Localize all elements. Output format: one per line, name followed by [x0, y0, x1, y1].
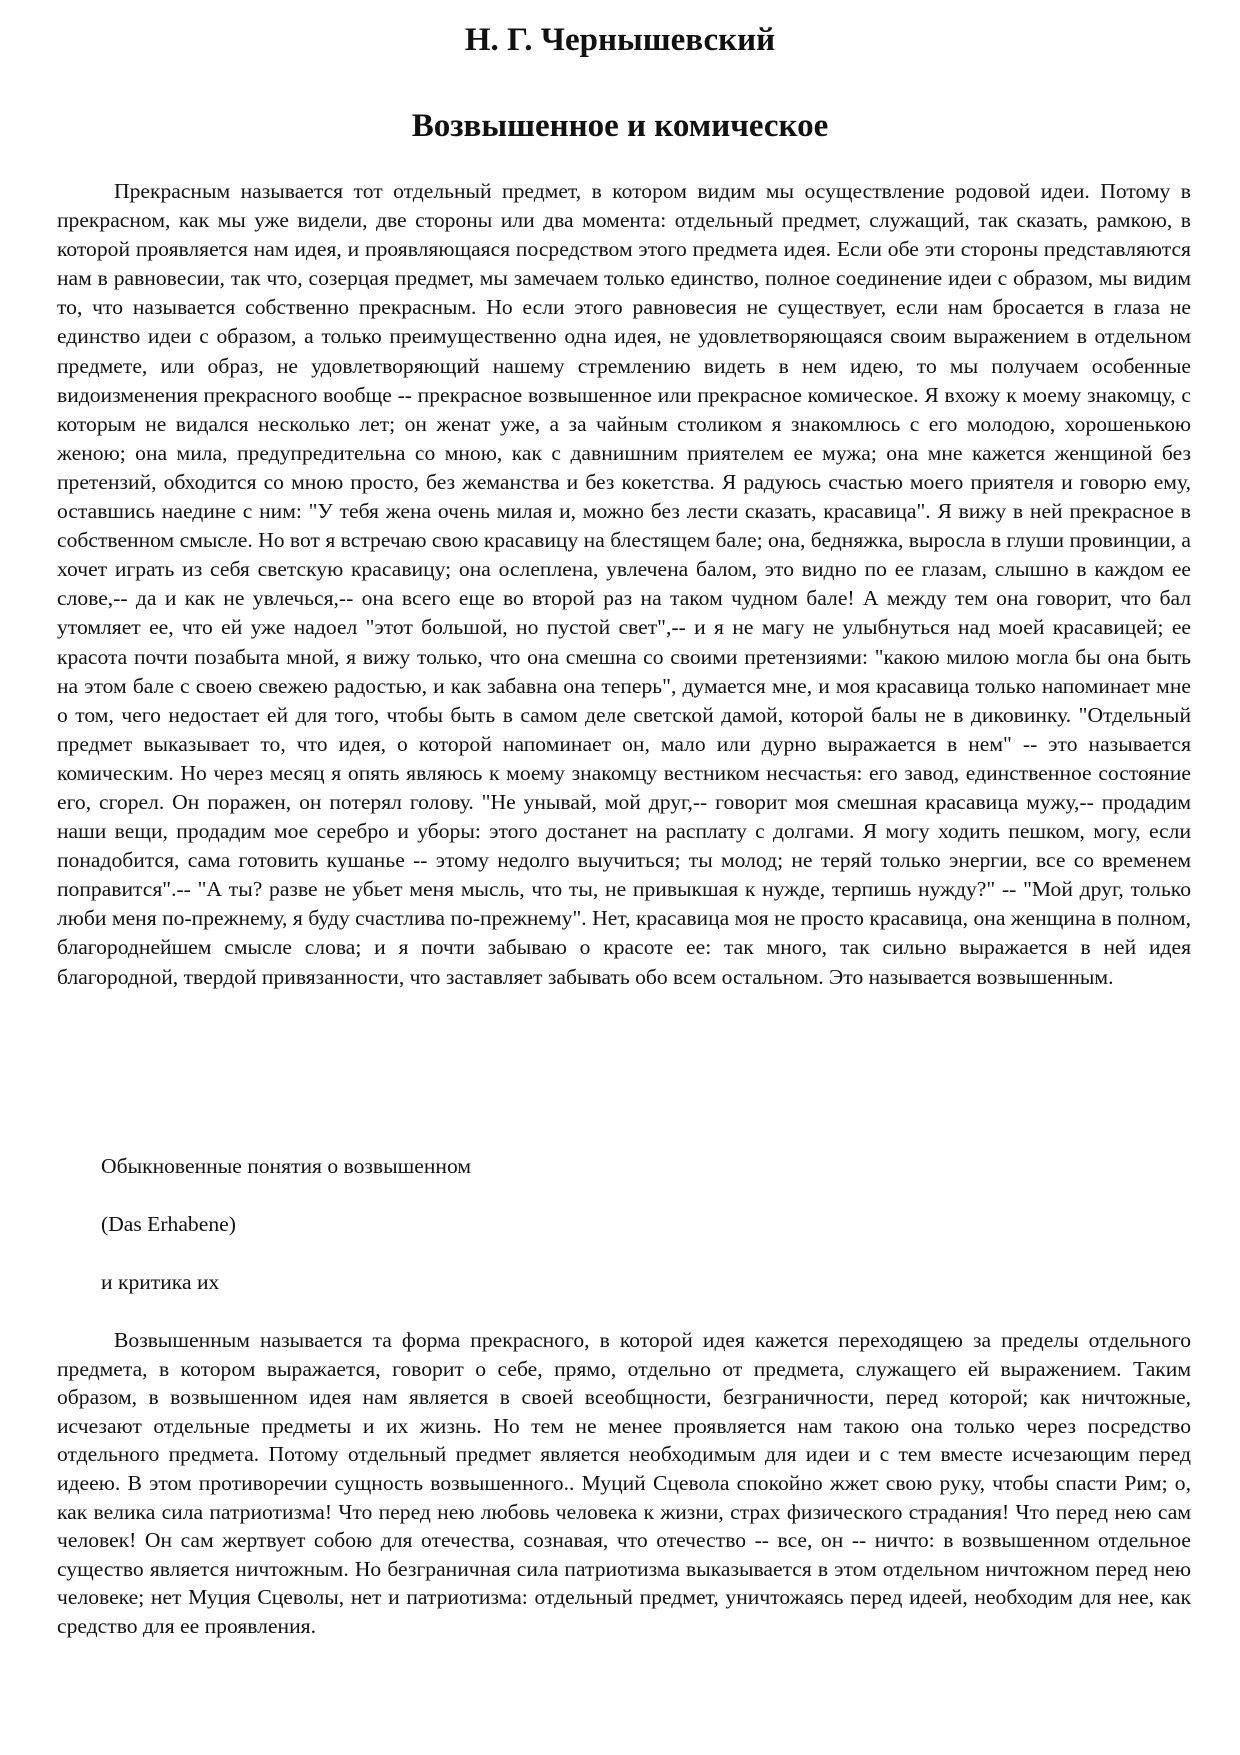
paragraph-2: Возвышенным называется та форма прекрасного, в которой идея кажется переходящею за пределы отдельного предмета, в котором выражается, говорит о себе, прямо, отдельно от предмета, служащего ей выражением. Таким образом, в возвышенном идея нам является в своей всеобщности, безграничности, перед которой; как ничтожные, исчезают отдельные предметы и их жизнь. Но тем не менее проявляется нам такою она только через посредство отдельного предмета. Потому отдельный предмет является необходимым для идеи и с тем вместе исчезающим перед идеею. В этом противоречии сущность возвышенного.. Муций Сцевола спокойно жжет свою руку, чтобы спасти Рим; о, как велика сила патриотизма! Что перед нею любовь человека к жизни, страх физического страдания! Что перед нею сам человек! Он сам жертвует собою для отечества, сознавая, что отечество -- все, он -- ничто: в возвышенном отдельное существо является ничтожным. Но безграничная сила патриотизма выказывается в этом отдельном ничтожном перед нею человеке; нет Муция Сцеволы, нет и патриотизма: отдельный предмет, уничтожаясь перед идеей, необходим для нее, как средство для ее проявления.	[57, 1328, 1191, 1638]
document-title: Возвышенное и комическое	[411, 108, 829, 144]
section-heading-line-3: и критика их	[101, 1270, 220, 1294]
section-heading-line-1: Обыкновенные понятия о возвышенном	[101, 1154, 472, 1178]
section-heading-line-2: (Das Erhabene)	[101, 1212, 236, 1236]
author-name: Н. Г. Чернышевский	[464, 22, 776, 58]
paragraph-1: Прекрасным называется тот отдельный предмет, в котором видим мы осуществление родовой идеи. Потому в прекрасном, как мы уже видели, две стороны или два момента: отдельный предмет, служащий, так сказать, рамкою, в которой проявляется нам идея, и проявляющаяся посредством этого предмета идея. Если обе эти стороны представляются нам в равновесии, так что, созерцая предмет, мы замечаем только единство, полное соединение идеи с образом, мы видим то, что называется собственно прекрасным. Но если этого равновесия не существует, если нам бросается в глаза не единство идеи с образом, а только преимущественно одна идея, не удовлетворяющаяся своим выражением в отдельном предмете, или образ, не удовлетворяющий нашему стремлению видеть в нем идею, то мы получаем особенные видоизменения прекрасного вообще -- прекрасное возвышенное или прекрасное комическое. Я вхожу к моему знакомцу, с которым не видался несколько лет; он женат уже, а за чайным столиком я знакомлюсь с его молодою, хорошенькою женою; она мила, предупредительна со мною, как с давнишним приятелем ее мужа; она мне кажется женщиной без претензий, обходится со мною просто, без жеманства и без кокетства. Я радуюсь счастью моего приятеля и говорю ему, оставшись наедине с ним: "У тебя жена очень милая и, можно без лести сказать, красавица". Я вижу в ней прекрасное в собственном смысле. Но вот я встречаю свою красавицу на блестящем бале; она, бедняжка, выросла в глуши провинции, а хочет играть из себя светскую красавицу; она ослеплена, увлечена балом, это видно по ее глазам, слышно в каждом ее слове,-- да и как не увлечься,-- она всего еще во второй раз на таком чудном бале! А между тем она говорит, что бал утомляет ее, что ей уже надоел "этот большой, но пустой свет",-- и я не магу не улыбнуться над моей красавицей; ее красота почти позабыта мной, я вижу только, что она смешна со своими претензиями: "какою милою могла бы она быть на этом бале с своею свежею радостью, и как забавна она теперь", думается мне, и моя красавица только напоминает мне о том, чего недостает ей для того, чтобы быть в самом деле светской дамой, которой балы не в диковинку. "Отдельный предмет выказывает то, что идея, о которой напоминает он, мало или дурно выражается в нем" -- это называется комическим. Но через месяц я опять являюсь к моему знакомцу вестником несчастья: его завод, единственное состояние его, сгорел. Он поражен, он потерял голову. "Не унывай, мой друг,-- говорит моя смешная красавица мужу,-- продадим наши вещи, продадим мое серебро и уборы: этого достанет на расплату с долгами. Я могу ходить пешком, могу, если понадобится, сама готовить кушанье -- этому недолго выучиться; ты молод; не теряй только энергии, все со временем поправится".-- "А ты? разве не убьет меня мысль, что ты, не привыкшая к нужде, терпишь нужду?" -- "Мой друг, только люби меня по-прежнему, я буду счастлива по-прежнему". Нет, красавица моя не просто красавица, она женщина в полном, благороднейшем смысле слова; и я почти забываю о красоте ее: так много, так сильно выражается в ней идея благородной, твердой привязанности, что заставляет забывать обо всем остальном. Это называется возвышенным.	[57, 179, 1191, 989]
